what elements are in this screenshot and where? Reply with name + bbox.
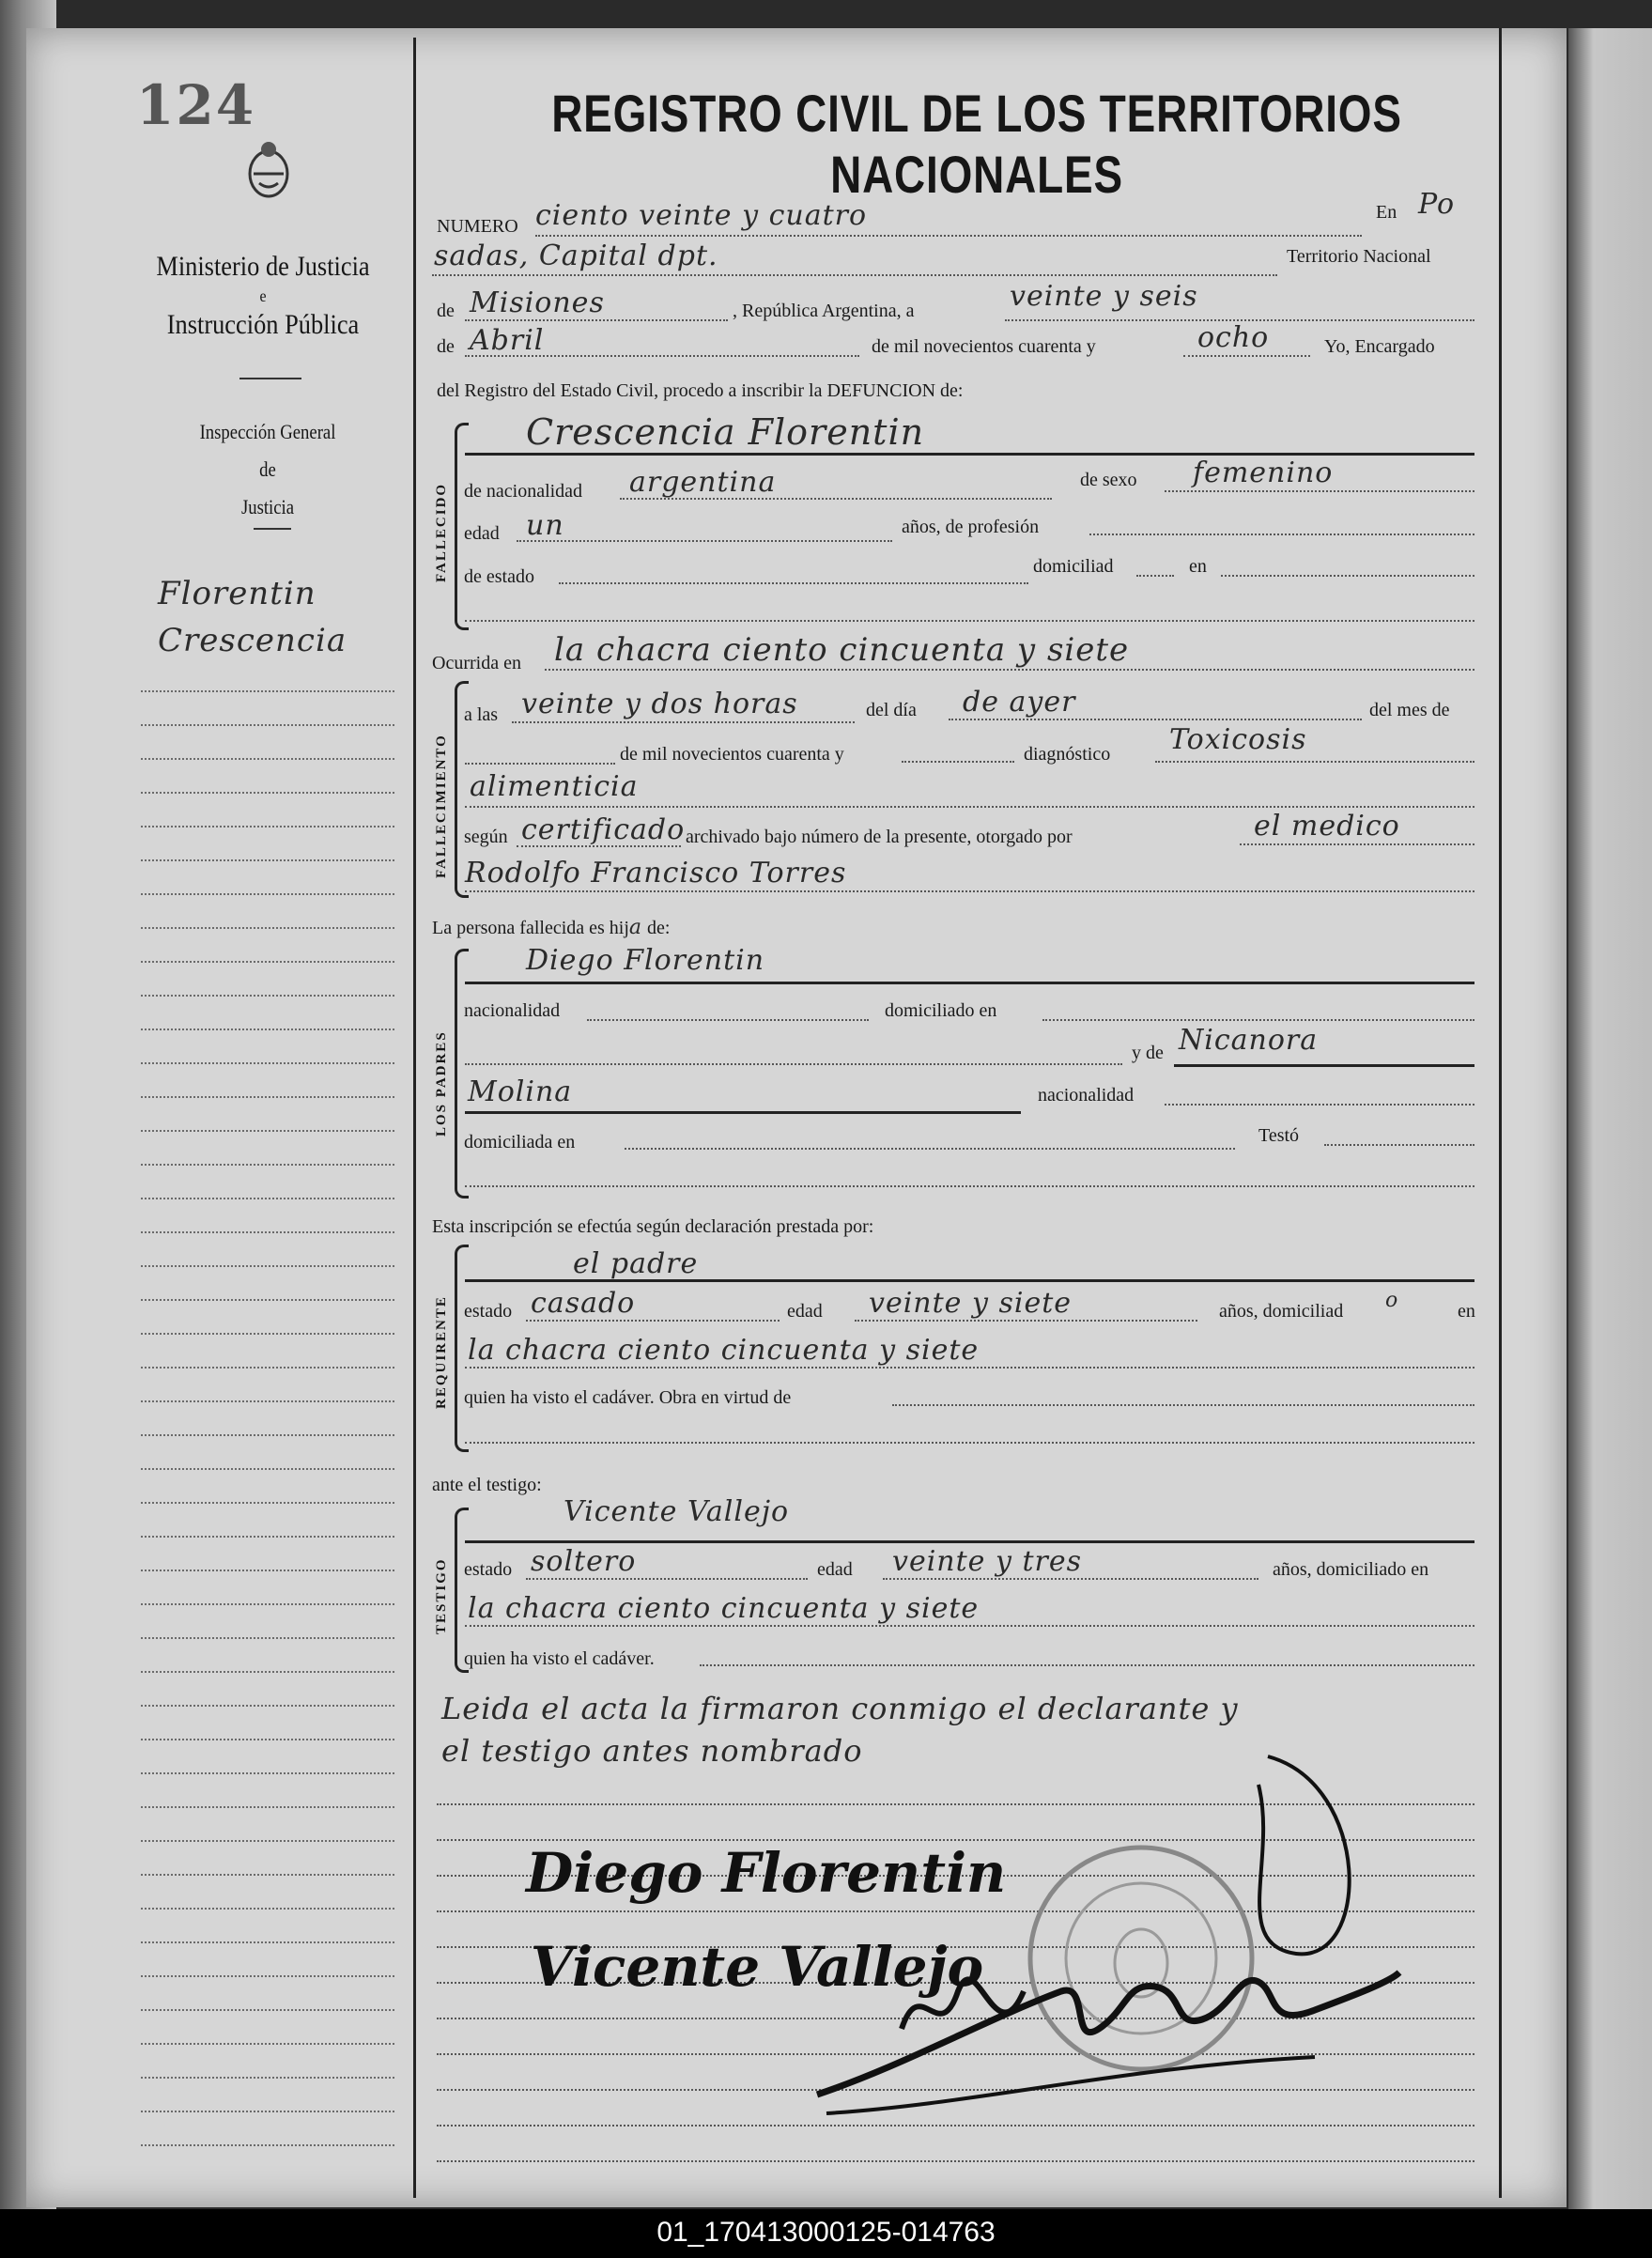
a-las-label: a las [464,704,499,725]
margin-ruled-line [141,724,394,726]
mes-label: del mes de [1369,700,1450,720]
numero-label: NUMERO [437,216,518,237]
margin-ruled-line [141,1536,394,1538]
margin-ruled-line [141,1840,394,1842]
fallecimiento-mil-label: de mil novecientos cuarenta y [620,744,844,765]
month-value: Abril [470,324,545,357]
margin-ruled-line [141,1299,394,1301]
fallecido-edad-value: un [526,509,564,542]
margin-ruled-line [141,1502,394,1504]
hijo-label-pre: La persona fallecida es hij [432,918,629,938]
hijo-label [432,916,670,939]
testigo-domicilio-value: la chacra ciento cincuenta y siete [468,1592,980,1625]
margin-ruled-line [141,1028,394,1030]
inscripcion-label: Esta inscripción se efectúa según declaración prestada por: [432,1216,874,1237]
padre-domiciliado-label: domiciliado en [885,1000,997,1021]
segun-value: certificado [521,813,686,846]
padres-section-label: LOS PADRES [434,1030,449,1137]
testigo-domicilio-dots [465,1625,1474,1627]
territorio-label: Territorio Nacional [1287,246,1431,267]
padre-name-line [465,982,1474,984]
testigo-name: Vicente Vallejo [564,1495,790,1528]
ministry-divider [239,378,301,379]
margin-ruled-line [141,1434,394,1436]
testigo-visto-dots [700,1664,1474,1666]
margin-ruled-line [141,1908,394,1910]
officer-signature-icon [789,1747,1409,2142]
signature-declarante: Diego Florentin [526,1841,1007,1905]
next-page-edge [1568,28,1652,2217]
margin-ruled-line [141,1772,394,1774]
archivado-label: archivado bajo número de la presente, otorgado por [686,827,1073,847]
fallecido-sexo-label: de sexo [1080,470,1137,490]
page-number: 124 [136,73,256,137]
national-seal-icon [242,136,295,202]
margin-ruled-line [141,893,394,895]
fallecimiento-year-dots [902,761,1014,763]
y-de-label: y de [1132,1043,1164,1063]
fallecimiento-section-label: FALLECIMIENTO [434,734,449,878]
margin-ruled-line [141,1164,394,1166]
fallecido-nacionalidad-label: de nacionalidad [464,481,583,502]
testigo-edad-value: veinte y tres [892,1545,1082,1578]
ocurrida-label: Ocurrida en [432,653,521,673]
medico-value: Rodolfo Francisco Torres [465,857,847,889]
ministry-heading [139,249,387,343]
inspeccion-divider [254,528,291,530]
otorgado-value: el medico [1254,810,1400,843]
testigo-edad-dots [883,1578,1258,1580]
place-dots [432,274,1277,276]
requirente-visto-dots [892,1404,1474,1406]
padre-nacionalidad-dots [587,1019,869,1021]
padre-domiciliado-dots [1042,1019,1474,1021]
margin-ruled-line [141,1570,394,1571]
margin-ruled-line [141,1874,394,1876]
margin-given-name: Crescencia [158,622,347,659]
margin-ruled-line [141,1705,394,1707]
requirente-section-label: REQUIRENTE [434,1295,449,1409]
padres-blank-dots [465,1063,1122,1065]
requirente-bracket [455,1245,469,1452]
dia-dots [949,719,1362,720]
fallecido-domiciliad-label: domiciliad [1033,556,1114,577]
registro-label: del Registro del Estado Civil, procedo a inscribir la DEFUNCION de: [437,380,964,401]
fallecido-name: Crescencia Florentin [526,411,925,453]
diagnostico-label: diagnóstico [1024,744,1111,765]
fallecido-sexo-value: femenino [1193,456,1334,489]
testo-dots [1324,1144,1474,1146]
ocurrida-value: la chacra ciento cincuenta y siete [554,631,1130,669]
margin-ruled-line [141,859,394,861]
margin-ruled-line [141,2144,394,2146]
territorio-dots [465,319,728,321]
margin-ruled-line [141,1130,394,1132]
fallecido-blank-dots [465,620,1474,622]
ocurrida-dots [545,669,1474,671]
margin-ruled-line [141,1941,394,1943]
margin-ruled-line [141,758,394,760]
margin-ruled-line [141,690,394,692]
domiciliada-dots [625,1148,1235,1150]
diagnostico-value: Toxicosis [1169,723,1307,756]
margin-ruled-line [141,1603,394,1605]
yo-label: Yo, Encargado [1324,336,1435,357]
requirente-anos-label: años, domiciliad [1219,1301,1344,1322]
year-dots [1183,355,1310,357]
hijo-label-post: de: [647,918,671,938]
margin-ruled-line [141,1062,394,1064]
margin-ruled-line [141,961,394,963]
numero-dots [535,235,1362,237]
inspeccion-line2: de [259,457,276,481]
margin-ruled-line [141,1806,394,1808]
margin-ruled-line [141,1367,394,1369]
requirente-domicilio-value: la chacra ciento cincuenta y siete [468,1334,980,1367]
place-value: sadas, Capital dpt. [434,240,718,272]
fallecido-nacionalidad-value: argentina [629,466,777,499]
margin-ruled-line [141,995,394,997]
territorio-value: Misiones [470,286,605,319]
ministry-line2: e [259,286,267,305]
margin-ruled-line [141,1739,394,1740]
requirente-estado-value: casado [531,1287,636,1320]
margin-ruled-line [141,2111,394,2112]
madre-value: Nicanora [1179,1024,1319,1057]
margin-ruled-line [141,1265,394,1267]
margin-ruled-line [141,1400,394,1402]
domiciliada-label: domiciliada en [464,1132,576,1152]
margin-ruled-line [141,1231,394,1233]
ministry-line1: Ministerio de Justicia [156,251,370,282]
hijo-label-value: a [628,916,643,939]
margin-ruled-line [141,2009,394,2011]
testigo-estado-dots [526,1578,808,1580]
testigo-name-line [465,1540,1474,1543]
diagnostico-value2: alimenticia [470,770,639,803]
otorgado-dots [1240,843,1474,845]
testigo-estado-value: soltero [531,1545,637,1578]
padres-bottom-dots [465,1185,1474,1187]
fallecido-sexo-dots [1165,490,1474,492]
fallecido-section-label: FALLECIDO [434,482,449,582]
fallecido-name-line [465,453,1474,456]
margin-surname: Florentin [158,575,317,612]
left-column-rule [413,38,416,2198]
ministry-line3: Instrucción Pública [166,309,360,340]
dia-value: de ayer [963,686,1076,719]
fallecido-nacionalidad-dots [620,498,1052,500]
en-label: En [1376,202,1397,223]
requirente-name-line [465,1279,1474,1282]
margin-ruled-line [141,1198,394,1199]
margin-ruled-line [141,1333,394,1335]
mes-dots [465,763,615,765]
margin-ruled-line [141,1975,394,1977]
diagnostico-dots [1155,761,1474,763]
year-value: ocho [1197,321,1270,354]
en-value: Po [1418,188,1456,221]
segun-dots [517,845,681,847]
fallecido-profesion-label: años, de profesión [902,517,1040,537]
image-id-label: 01_170413000125-014763 [656,2217,996,2248]
republica-label: , República Argentina, a [733,301,915,321]
fallecido-profesion-dots [1089,534,1474,535]
inspeccion-heading [176,413,360,526]
page-title: REGISTRO CIVIL DE LOS TERRITORIOS NACIONALES [551,84,1402,204]
diagnostico2-dots [465,806,1474,808]
margin-ruled-line [141,792,394,794]
main-ruled-line [437,2160,1474,2162]
mil-label: de mil novecientos cuarenta y [872,336,1096,357]
dia-label: del día [866,700,917,720]
requirente-name: el padre [573,1247,699,1280]
padre-value: Diego Florentin [526,944,765,977]
margin-ruled-line [141,2043,394,2045]
requirente-visto-label: quien ha visto el cadáver. Obra en virtud de [464,1387,792,1408]
requirente-en-label: en [1458,1301,1475,1322]
fallecido-edad-dots [517,540,892,542]
hora-value: veinte y dos horas [521,688,798,720]
margin-ruled-line [141,1671,394,1673]
de2-label: de [437,336,455,357]
testigo-visto-label: quien ha visto el cadáver. [464,1648,655,1669]
closing-line2: el testigo antes nombrado [441,1733,863,1769]
right-column-rule [1499,28,1502,2198]
requirente-edad-dots [855,1320,1197,1322]
de-label: de [437,301,455,321]
requirente-domiciliad-value: o [1385,1289,1399,1312]
numero-value: ciento veinte y cuatro [535,199,868,232]
madre-surname-line [465,1111,1021,1114]
fallecido-en-dots [1221,575,1474,577]
padres-bracket [455,949,469,1199]
testigo-intro-label: ante el testigo: [432,1475,542,1495]
margin-ruled-line [141,2077,394,2079]
medico-dots [465,890,1474,892]
padre-nacionalidad-label: nacionalidad [464,1000,561,1021]
inspeccion-line3: Justicia [240,495,295,518]
requirente-edad-label: edad [787,1301,823,1322]
madre-nacionalidad-label: nacionalidad [1038,1085,1135,1106]
requirente-estado-label: estado [464,1301,513,1322]
requirente-edad-value: veinte y siete [869,1287,1073,1320]
testigo-anos-label: años, domiciliado en [1273,1559,1429,1580]
day-value: veinte y seis [1010,280,1198,313]
margin-ruled-line [141,1468,394,1470]
inspeccion-line1: Inspección General [199,420,336,443]
fallecido-en-label: en [1189,556,1207,577]
hora-dots [512,721,855,723]
margin-ruled-line [141,1637,394,1639]
madre-nacionalidad-dots [1165,1104,1474,1106]
fallecido-estado-dots [559,582,1028,584]
fallecido-edad-label: edad [464,523,500,544]
requirente-estado-dots [526,1320,780,1322]
requirente-bottom-dots [465,1442,1474,1444]
testo-label: Testó [1258,1125,1300,1146]
testigo-estado-label: estado [464,1559,513,1580]
testigo-edad-label: edad [817,1559,853,1580]
closing-line1: Leida el acta la firmaron conmigo el declarante y [441,1691,1239,1726]
margin-ruled-line [141,927,394,929]
fallecido-domiciliad-dots [1136,575,1174,577]
month-dots [465,355,859,357]
fallecido-estado-label: de estado [464,566,534,587]
testigo-section-label: TESTIGO [434,1557,449,1634]
segun-label: según [464,827,508,847]
madre-name-line [1174,1064,1474,1067]
margin-ruled-line [141,1096,394,1098]
requirente-domicilio-dots [465,1367,1474,1369]
madre-value2: Molina [468,1075,573,1108]
signature-testigo: Vicente Vallejo [531,1935,984,1999]
margin-ruled-line [141,826,394,827]
